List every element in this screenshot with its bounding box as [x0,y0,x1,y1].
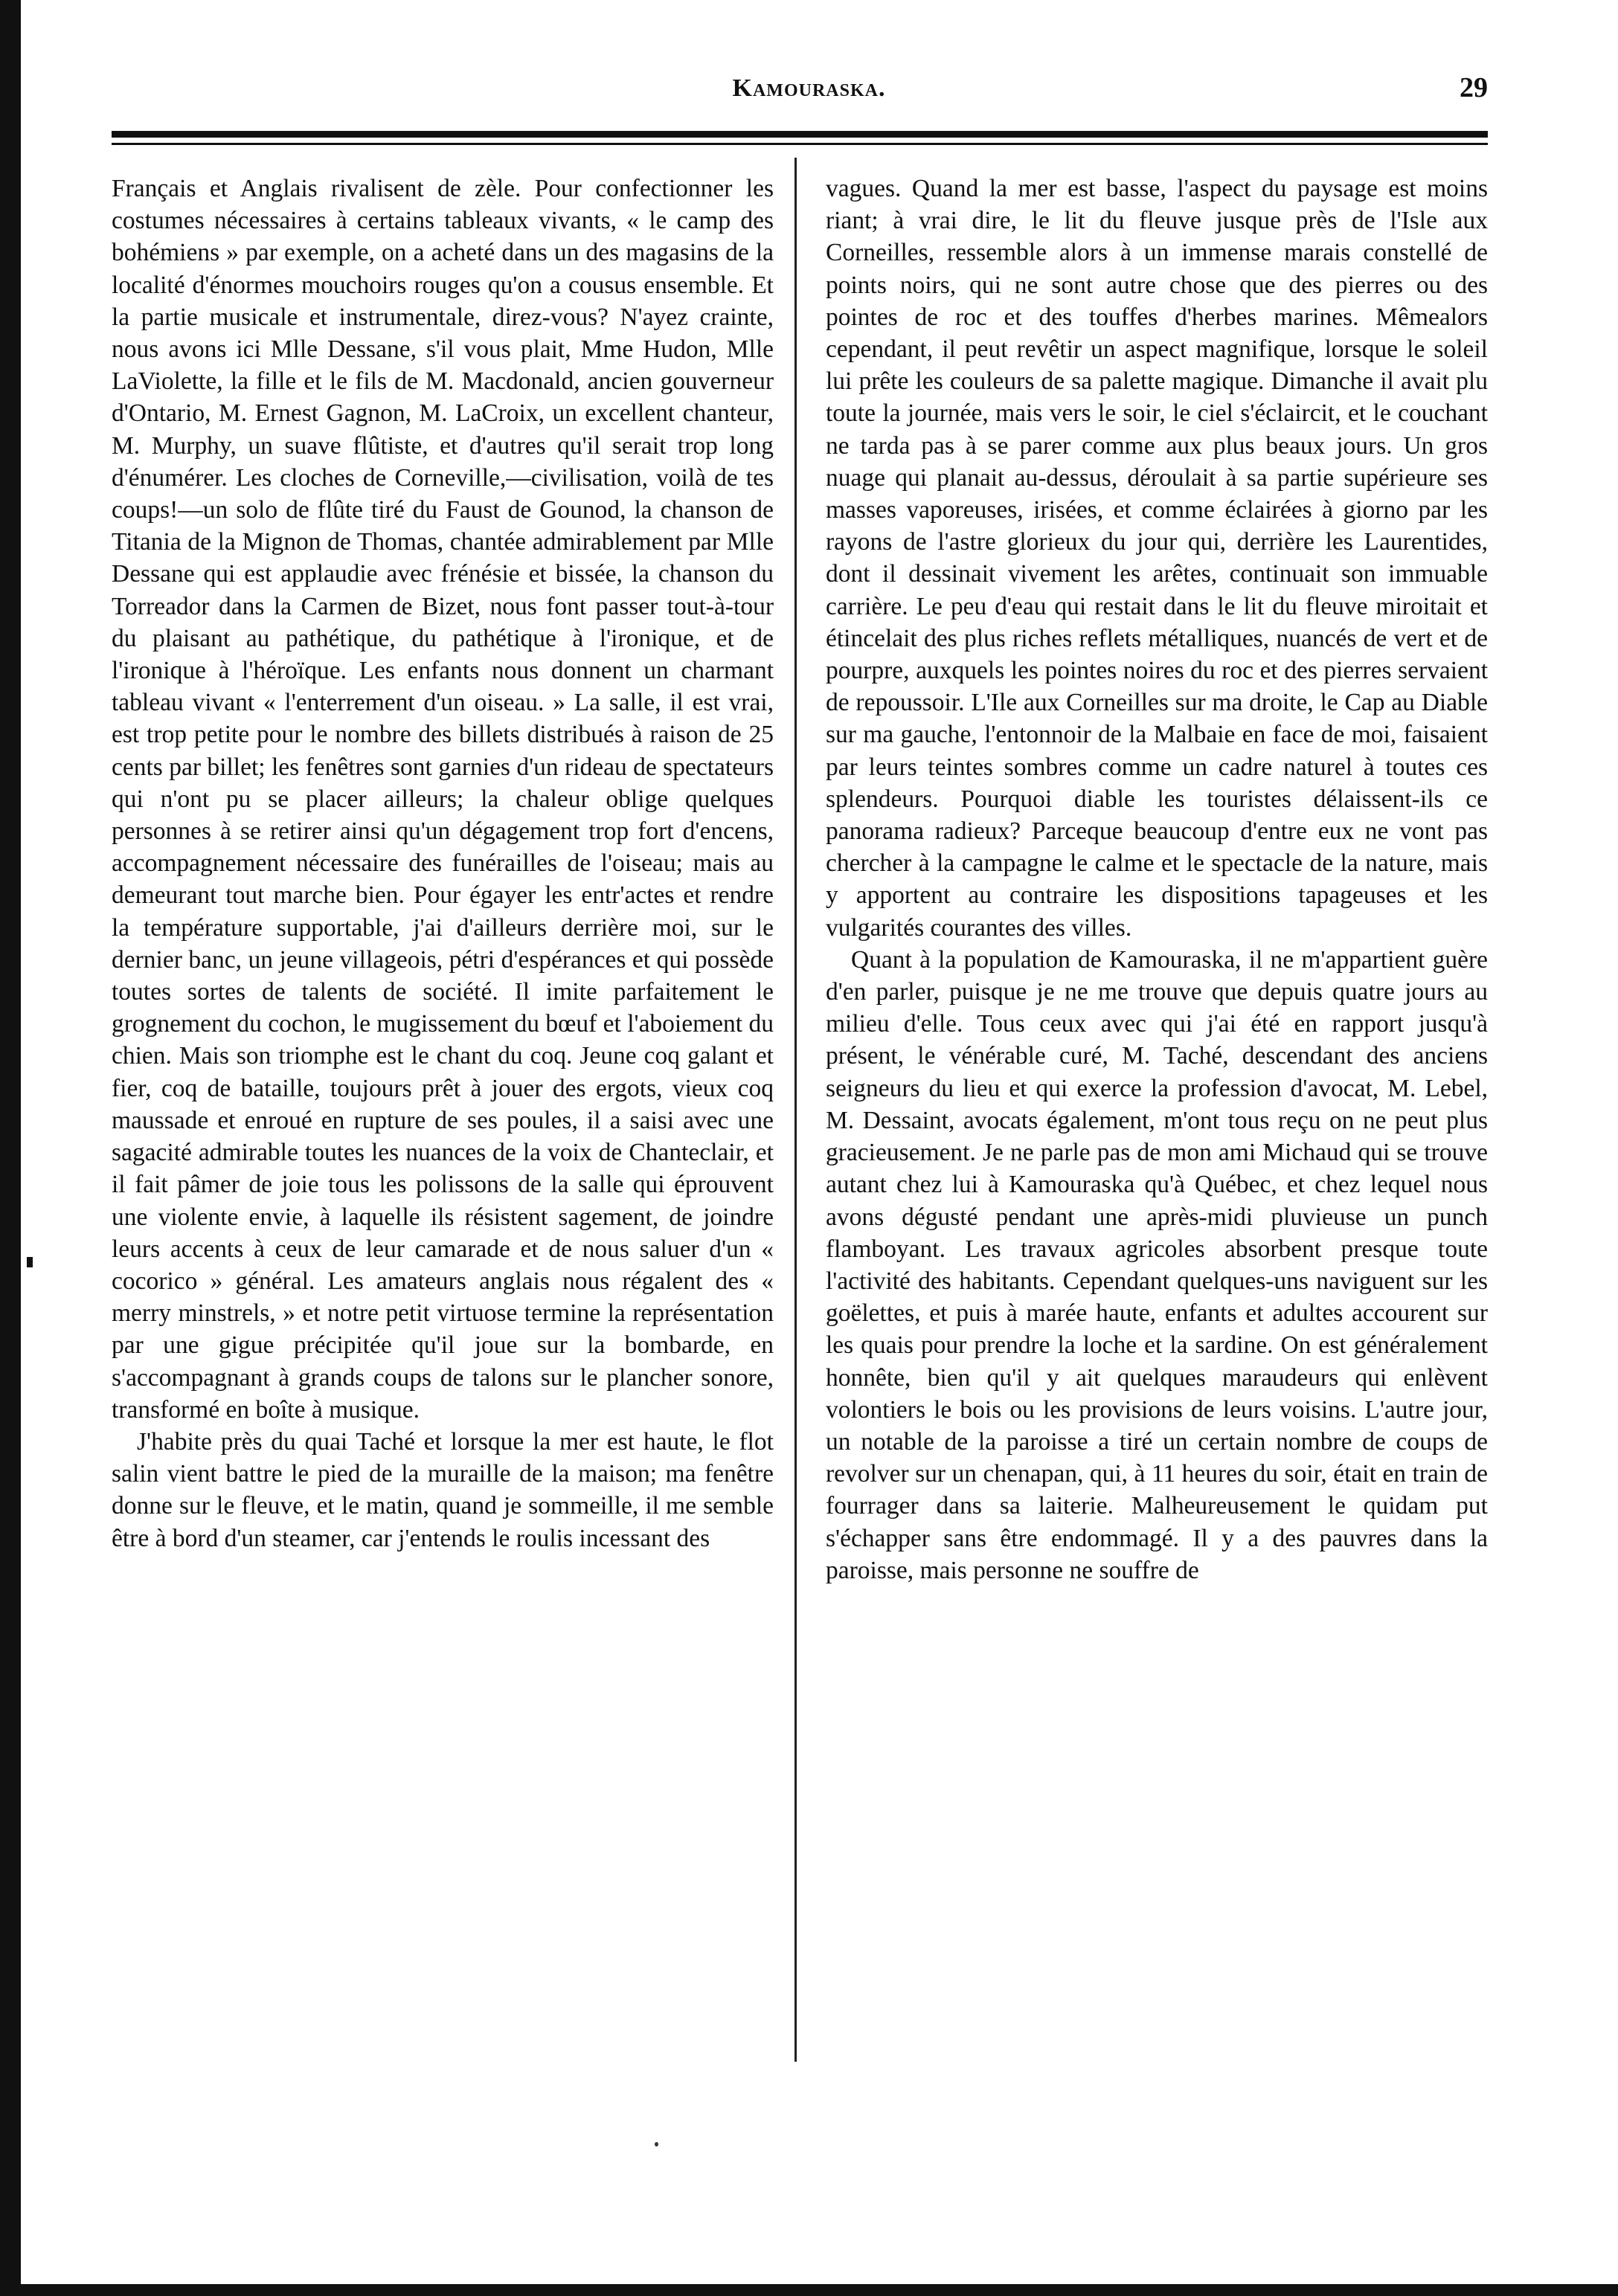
right-column [826,173,1488,2077]
right-paragraph-1: vagues. Quand la mer est basse, l'aspect du paysage est moins riant; à vrai dire, le lit du fleuve jusque près de l'Isle aux Corneilles, ressemble alors à un immense marais constellé de points noirs, qui ne sont autre chose que des pierres ou des pointes de roc et des touffes d'herbes marines. Mêmealors cependant, il peut revêtir un aspect magnifique, lorsque le soleil lui prête les couleurs de sa palette magique. Dimanche il avait plu toute la journée, mais vers le soir, le ciel s'éclaircit, et le couchant ne tarda pas à se parer comme aux plus beaux jours. Un gros nuage qui planait au-dessus, déroulait à sa partie supérieure ses masses vaporeuses, irisées, et comme éclairées à giorno par les rayons de l'astre glorieux du jour qui, derrière les Laurentides, dont il dessinait vivement les arêtes, continuait son immuable carrière. Le peu d'eau qui restait dans le lit du fleuve miroitait et étincelait des plus riches reflets métalliques, nuancés de vert et de pourpre, auxquels les pointes noires du roc et des pierres servaient de repoussoir. L'Ile aux Corneilles sur ma droite, le Cap au Diable sur ma gauche, l'entonnoir de la Malbaie en face de moi, faisaient par leurs teintes sombres comme un cadre naturel à toutes ces splendeurs. Pourquoi diable les touristes délaissent-ils ce panorama radieux? Parceque beaucoup d'entre eux ne vont pas chercher à la campagne le calme et le spectacle de la nature, mais y apportent au contraire les dispositions tapageuses et les vulgarités courantes des villes. [826,175,1488,942]
right-paragraph-2: Quant à la population de Kamouraska, il ne m'appartient guère d'en parler, puisque je ne me trouve que depuis quatre jours au milieu d'elle. Tous ceux avec qui j'ai été en rapport jusqu'à présent, le vénérable curé, M. Taché, descendant des anciens seigneurs du lieu et qui exerce la profession d'avocat, M. Lebel, M. Dessaint, avocats également, m'ont tous reçu on ne peut plus gracieusement. Je ne parle pas de mon ami Michaud qui se trouve autant chez lui à Kamouraska qu'à Québec, et chez lequel nous avons dégusté pendant une après-midi pluvieuse un punch flamboyant. Les travaux agricoles absorbent presque toute l'activité des habitants. Cependant quelques-uns naviguent sur les goëlettes, et puis à marée haute, enfants et adultes accourent sur les quais pour prendre la loche et la sardine. On est généralement honnête, bien qu'il y ait quelques maraudeurs qui enlèvent volontiers le bois ou les provisions de leurs voisins. L'autre jour, un notable de la paroisse a tiré un certain nombre de coups de revolver sur un chenapan, qui, à 11 heures du soir, était en train de fourrager dans sa laiterie. Malheureusement le quidam put s'échapper sans être endommagé. Il y a des pauvres dans la paroisse, mais personne ne souffre de [826,945,1488,1584]
column-divider [794,158,797,2062]
scan-left-edge [0,0,21,2296]
running-title: Kamouraska. [732,74,886,102]
ink-speck [655,2142,658,2147]
scan-bottom-edge [0,2284,1618,2296]
page-number: 29 [1460,72,1488,103]
left-paragraph-1: Français et Anglais rivalisent de zèle. Pour confectionner les costumes nécessaires à certains tableaux vivants, « le camp des bohémiens » par exemple, on a acheté dans un des magasins de la localité d'énormes mouchoirs rouges qu'on a cousus ensemble. Et la partie musicale et instrumentale, direz-vous? N'ayez crainte, nous avons ici Mlle Dessane, s'il vous plait, Mme Hudon, Mlle LaViolette, la fille et le fils de M. Macdonald, ancien gouverneur d'Ontario, M. Ernest Gagnon, M. LaCroix, un excellent chanteur, M. Murphy, un suave flûtiste, et d'autres qu'il serait trop long d'énumérer. Les cloches de Corneville,—civilisation, voilà de tes coups!—un solo de flûte tiré du Faust de Gounod, la chanson de Titania de la Mignon de Thomas, chantée admirablement par Mlle Dessane qui est applaudie avec frénésie et bissée, la chanson du Torreador dans la Carmen de Bizet, nous font passer tout-à-tour du plaisant au pathétique, du pathétique à l'ironique, et de l'ironique à l'héroïque. Les enfants nous donnent un charmant tableau vivant « l'enterrement d'un oiseau. » La salle, il est vrai, est trop petite pour le nombre des billets distribués à raison de 25 cents par billet; les fenêtres sont garnies d'un rideau de spectateurs qui n'ont pu se placer ailleurs; la chaleur oblige quelques personnes à se retirer ainsi qu'un dégagement trop fort d'encens, accompagnement nécessaire des funérailles de l'oiseau; mais au demeurant tout marche bien. Pour égayer les entr'actes et rendre la température supportable, j'ai d'ailleurs derrière moi, sur le dernier banc, un jeune villageois, pétri d'espérances et qui possède toutes sortes de talents de société. Il imite parfaitement le grognement du cochon, le mugissement du bœuf et l'aboiement du chien. Mais son triomphe est le chant du coq. Jeune coq galant et fier, coq de bataille, toujours prêt à jouer des ergots, vieux coq maussade et enroué en rupture de ses poules, il a saisi avec une sagacité admirable toutes les nuances de la voix de Chanteclair, et il fait pâmer de joie tous les polissons de la salle qui éprouvent une violente envie, à laquelle ils résistent sagement, de joindre leurs accents à ceux de leur camarade et de nous saluer d'un « cocorico » général. Les amateurs anglais nous régalent des « merry minstrels, » et notre petit virtuose termine la représentation par une gigue précipitée qu'il joue sur la bombarde, en s'accompagnant à grands coups de talons sur le plancher sonore, transformé en boîte à musique. [112,175,774,1424]
header-rule-thick [112,131,1488,138]
left-paragraph-2: J'habite près du quai Taché et lorsque la mer est haute, le flot salin vient battre le pied de la muraille de la maison; ma fenêtre donne sur le fleuve, et le matin, quand je sommeille, il me semble être à bord d'un steamer, car j'entends le roulis incessant des [112,1427,774,1552]
margin-ink-mark [27,1257,33,1267]
header-rule-thin [112,143,1488,145]
left-column [112,173,774,2077]
